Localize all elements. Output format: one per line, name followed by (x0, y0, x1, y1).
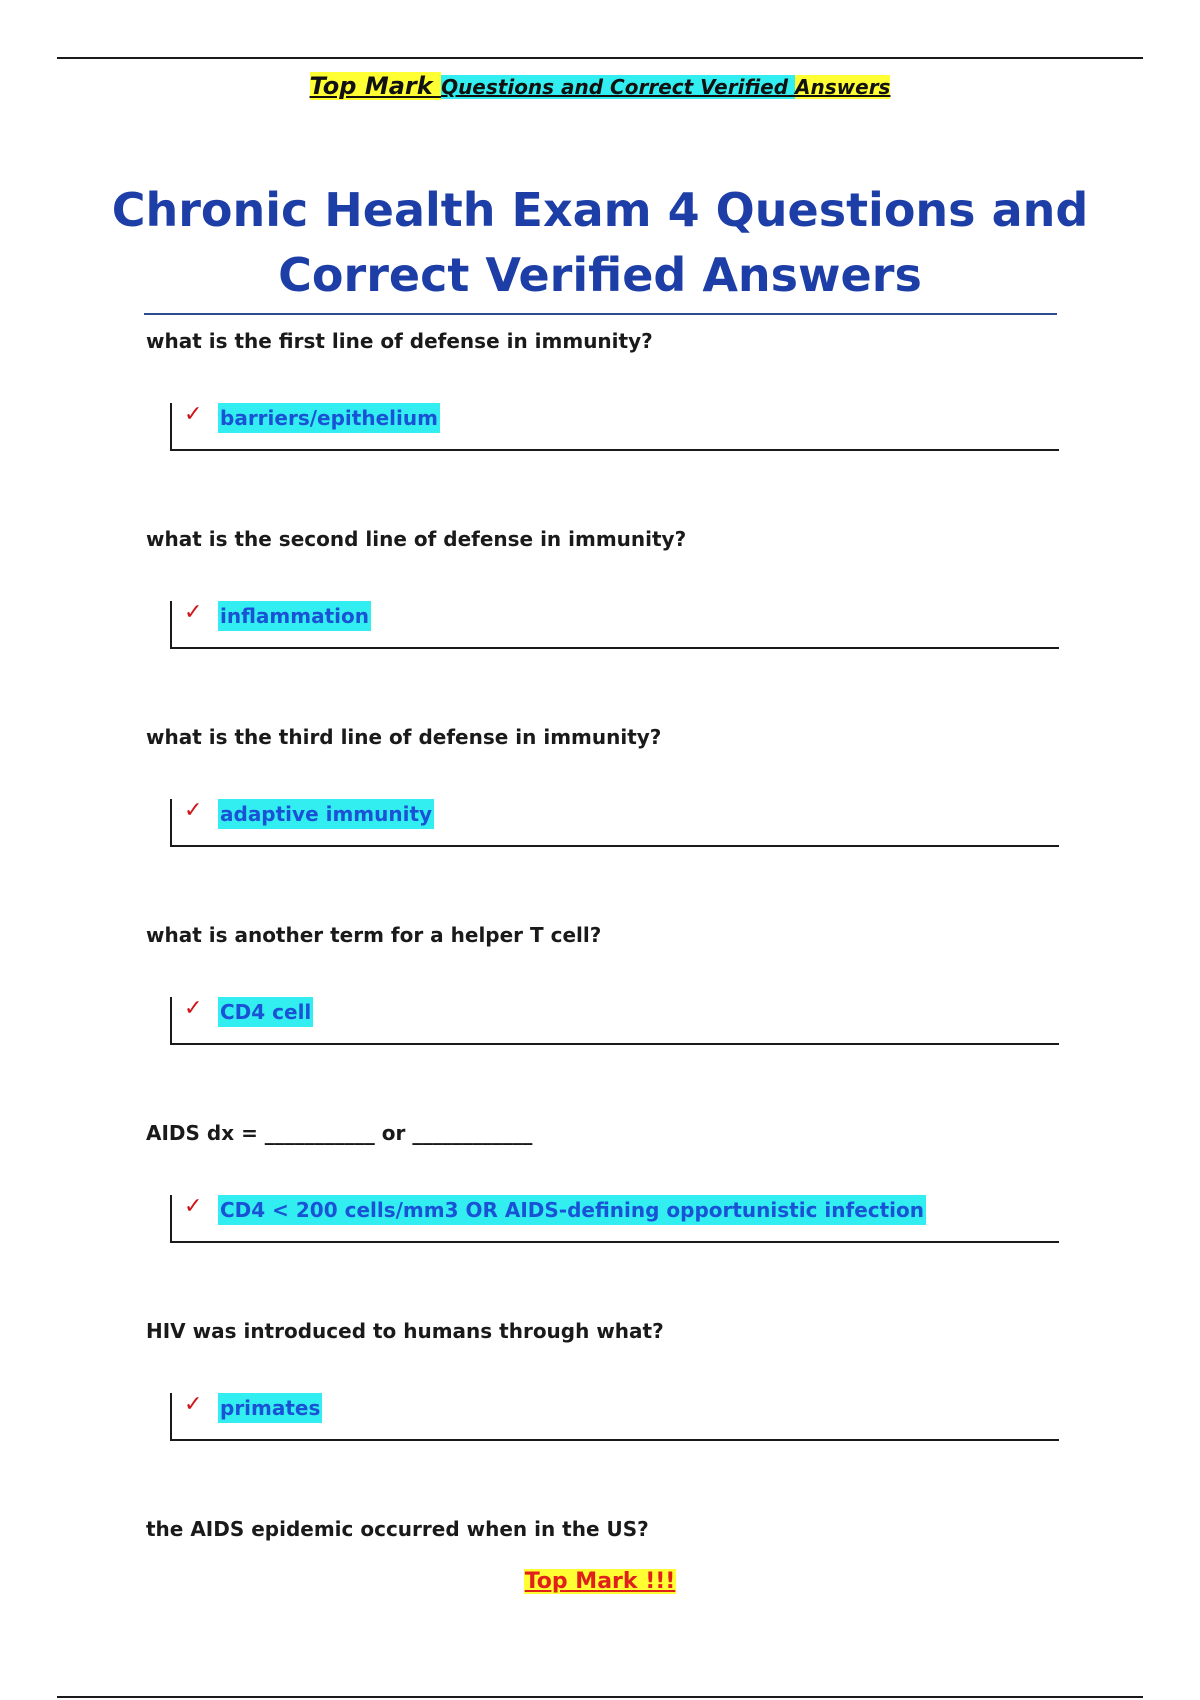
top-rule (57, 57, 1143, 59)
question-7: the AIDS epidemic occurred when in the US? (146, 1517, 649, 1541)
check-icon: ✓ (184, 1194, 203, 1219)
bottom-rule (57, 1696, 1143, 1698)
answer-4: CD4 cell (218, 997, 313, 1027)
header-banner-questions: Questions and Correct Verified (441, 75, 796, 99)
check-icon: ✓ (184, 798, 203, 823)
answer-box-6 (170, 1393, 1059, 1441)
answer-box-5 (170, 1195, 1059, 1243)
question-6: HIV was introduced to humans through what? (146, 1319, 664, 1343)
check-icon: ✓ (184, 996, 203, 1021)
question-2: what is the second line of defense in immunity? (146, 527, 687, 551)
answer-2: inflammation (218, 601, 371, 631)
answer-box-1 (170, 403, 1059, 451)
answer-box-2 (170, 601, 1059, 649)
footer-top-mark (0, 1569, 1200, 1594)
header-banner (0, 72, 1200, 100)
answer-3: adaptive immunity (218, 799, 434, 829)
question-3: what is the third line of defense in immunity? (146, 725, 662, 749)
header-banner-top-mark: Top Mark (309, 72, 442, 100)
answer-5: CD4 < 200 cells/mm3 OR AIDS-defining opportunistic infection (218, 1195, 926, 1225)
question-5: AIDS dx = ___________ or ____________ (146, 1121, 533, 1145)
answer-6: primates (218, 1393, 322, 1423)
question-1: what is the first line of defense in immunity? (146, 329, 653, 353)
question-4: what is another term for a helper T cell? (146, 923, 602, 947)
document-title: Chronic Health Exam 4 Questions and Correct Verified Answers (111, 183, 1089, 302)
answer-1: barriers/epithelium (218, 403, 440, 433)
footer-top-mark-text: Top Mark !!! (524, 1569, 676, 1594)
answer-box-4 (170, 997, 1059, 1045)
title-underline (144, 313, 1057, 315)
check-icon: ✓ (184, 402, 203, 427)
answer-box-3 (170, 799, 1059, 847)
header-banner-answers: Answers (795, 75, 891, 99)
check-icon: ✓ (184, 600, 203, 625)
check-icon: ✓ (184, 1392, 203, 1417)
